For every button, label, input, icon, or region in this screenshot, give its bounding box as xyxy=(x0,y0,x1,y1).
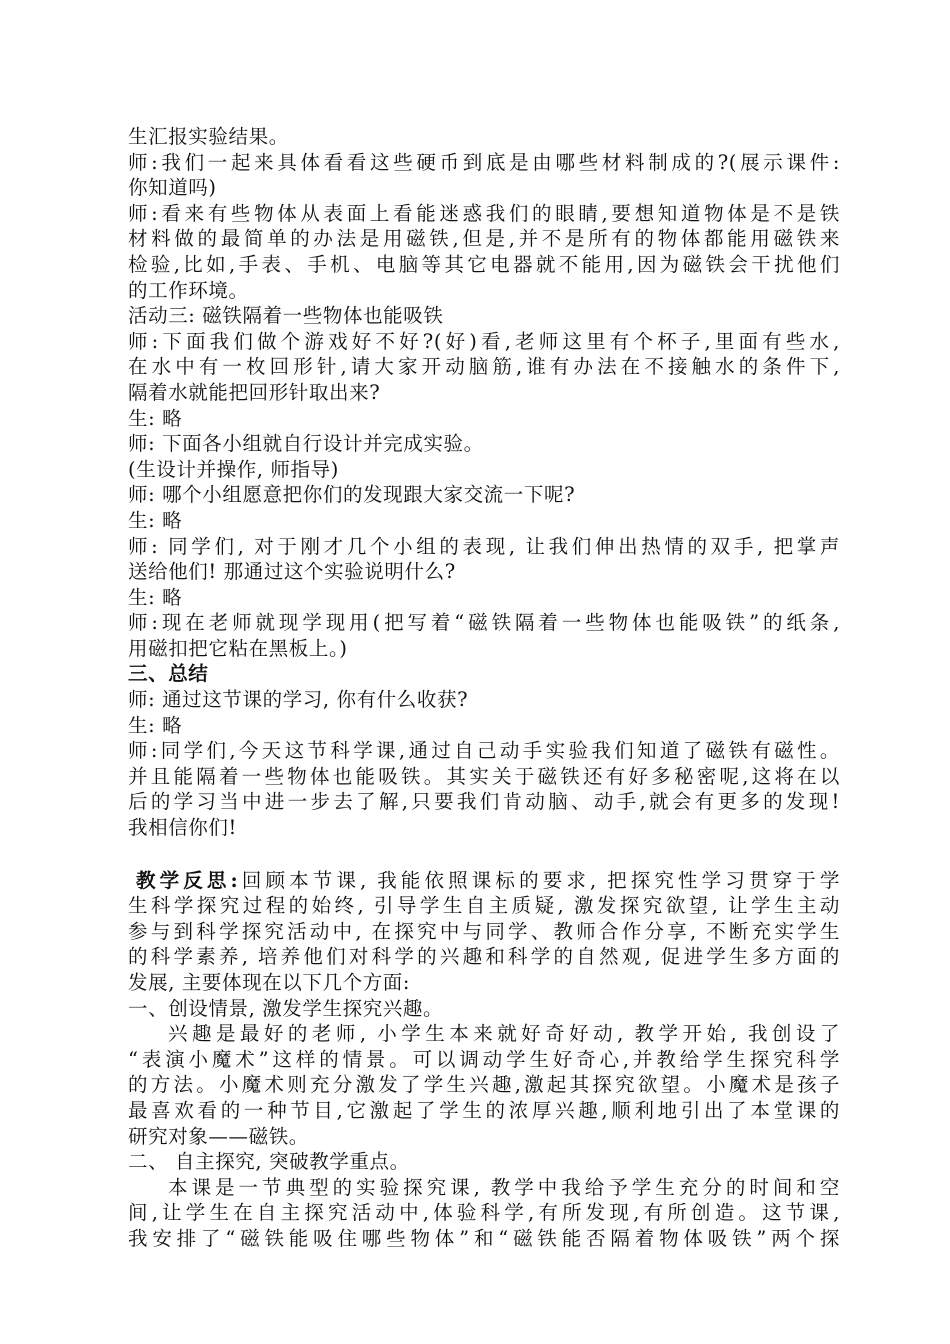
text-line: 的工作环境。 xyxy=(128,278,249,302)
reflection-body xyxy=(128,893,840,1251)
text-line: 最喜欢看的一种节目,它激起了学生的浓厚兴趣,顺利地引出了本堂课的 xyxy=(128,1098,840,1122)
text-line: 师: 通过这节课的学习, 你有什么收获? xyxy=(128,688,469,712)
reflection-first-line xyxy=(128,868,840,894)
text-line: 生: 略 xyxy=(128,713,183,737)
document-page xyxy=(128,124,840,1252)
text-line: 检验,比如,手表、手机、电脑等其它电器就不能用,因为磁铁会干扰他们 xyxy=(128,252,840,276)
text-line: 师: 同学们, 对于刚才几个小组的表现, 让我们伸出热情的双手, 把掌声 xyxy=(128,534,840,558)
text-line: “表演小魔术”这样的情景。可以调动学生好奇心,并教给学生探究科学 xyxy=(128,1047,840,1071)
text-line: (生设计并操作, 师指导) xyxy=(128,457,339,481)
text-line: 二、 自主探究, 突破教学重点。 xyxy=(128,1150,410,1174)
text-line: 后的学习当中进一步去了解,只要我们肯动脑、动手,就会有更多的发现! xyxy=(128,790,840,814)
text-line: 兴趣是最好的老师, 小学生本来就好奇好动, 教学开始, 我创设了 xyxy=(168,1022,840,1046)
text-line: 师:我们一起来具体看看这些硬币到底是由哪些材料制成的?(展示课件: xyxy=(128,150,840,174)
text-line: 师: 下面各小组就自行设计并完成实验。 xyxy=(128,432,484,456)
text-line: 师:下面我们做个游戏好不好?(好)看,老师这里有个杯子,里面有些水, xyxy=(128,329,840,353)
text-line: 我相信你们! xyxy=(128,816,237,840)
text-line: 发展, 主要体现在以下几个方面: xyxy=(128,971,411,994)
text-line: 隔着水就能把回形针取出来? xyxy=(128,380,381,404)
text-line: 参与到科学探究活动中, 在探究中与同学、教师合作分享, 不断充实学生 xyxy=(128,919,840,943)
lesson-transcript xyxy=(128,124,840,841)
text-line: 生科学探究过程的始终, 引导学生自主质疑, 激发探究欲望, 让学生主动 xyxy=(128,894,840,918)
text-line: 的科学素养, 培养他们对科学的兴趣和科学的自然观, 促进学生多方面的 xyxy=(128,945,840,969)
text-line: 材料做的最简单的办法是用磁铁,但是,并不是所有的物体都能用磁铁来 xyxy=(128,227,840,251)
text-line: 送给他们! 那通过这个实验说明什么? xyxy=(128,560,456,584)
text-line: 并且能隔着一些物体也能吸铁。其实关于磁铁还有好多秘密呢,这将在以 xyxy=(128,764,840,788)
reflection-first-line-text: 回顾本节课, 我能依照课标的要求, 把探究性学习贯穿于学 xyxy=(238,868,840,892)
reflection-heading: 教学反思: xyxy=(136,868,239,892)
text-line: 活动三: 磁铁隔着一些物体也能吸铁 xyxy=(128,304,444,328)
text-line: 师:现在老师就现学现用(把写着“磁铁隔着一些物体也能吸铁”的纸条, xyxy=(128,611,840,635)
text-line: 生: 略 xyxy=(128,508,183,532)
text-line: 你知道吗) xyxy=(128,176,217,200)
text-line: 一、创设情景, 激发学生探究兴趣。 xyxy=(128,996,444,1020)
text-line: 生: 略 xyxy=(128,585,183,609)
text-line: 用磁扣把它粘在黑板上。) xyxy=(128,636,348,660)
text-line: 的方法。小魔术则充分激发了学生兴趣,激起其探究欲望。小魔术是孩子 xyxy=(128,1073,840,1097)
paragraph-gap xyxy=(128,841,840,868)
section-heading: 三、总结 xyxy=(128,662,209,686)
text-line: 在水中有一枚回形针,请大家开动脑筋,谁有办法在不接触水的条件下, xyxy=(128,355,840,379)
text-line: 生: 略 xyxy=(128,406,183,430)
text-line: 我安排了“磁铁能吸住哪些物体”和“磁铁能否隔着物体吸铁”两个探 xyxy=(128,1226,840,1250)
text-line: 本课是一节典型的实验探究课, 教学中我给予学生充分的时间和空 xyxy=(168,1175,840,1199)
text-line: 间,让学生在自主探究活动中,体验科学,有所发现,有所创造。这节课, xyxy=(128,1201,840,1225)
text-line: 生汇报实验结果。 xyxy=(128,125,289,148)
text-line: 师:看来有些物体从表面上看能迷惑我们的眼睛,要想知道物体是不是铁 xyxy=(128,201,840,225)
text-line: 研究对象——磁铁。 xyxy=(128,1124,309,1148)
text-line: 师:同学们,今天这节科学课,通过自己动手实验我们知道了磁铁有磁性。 xyxy=(128,739,840,763)
text-line: 师: 哪个小组愿意把你们的发现跟大家交流一下呢? xyxy=(128,483,576,507)
